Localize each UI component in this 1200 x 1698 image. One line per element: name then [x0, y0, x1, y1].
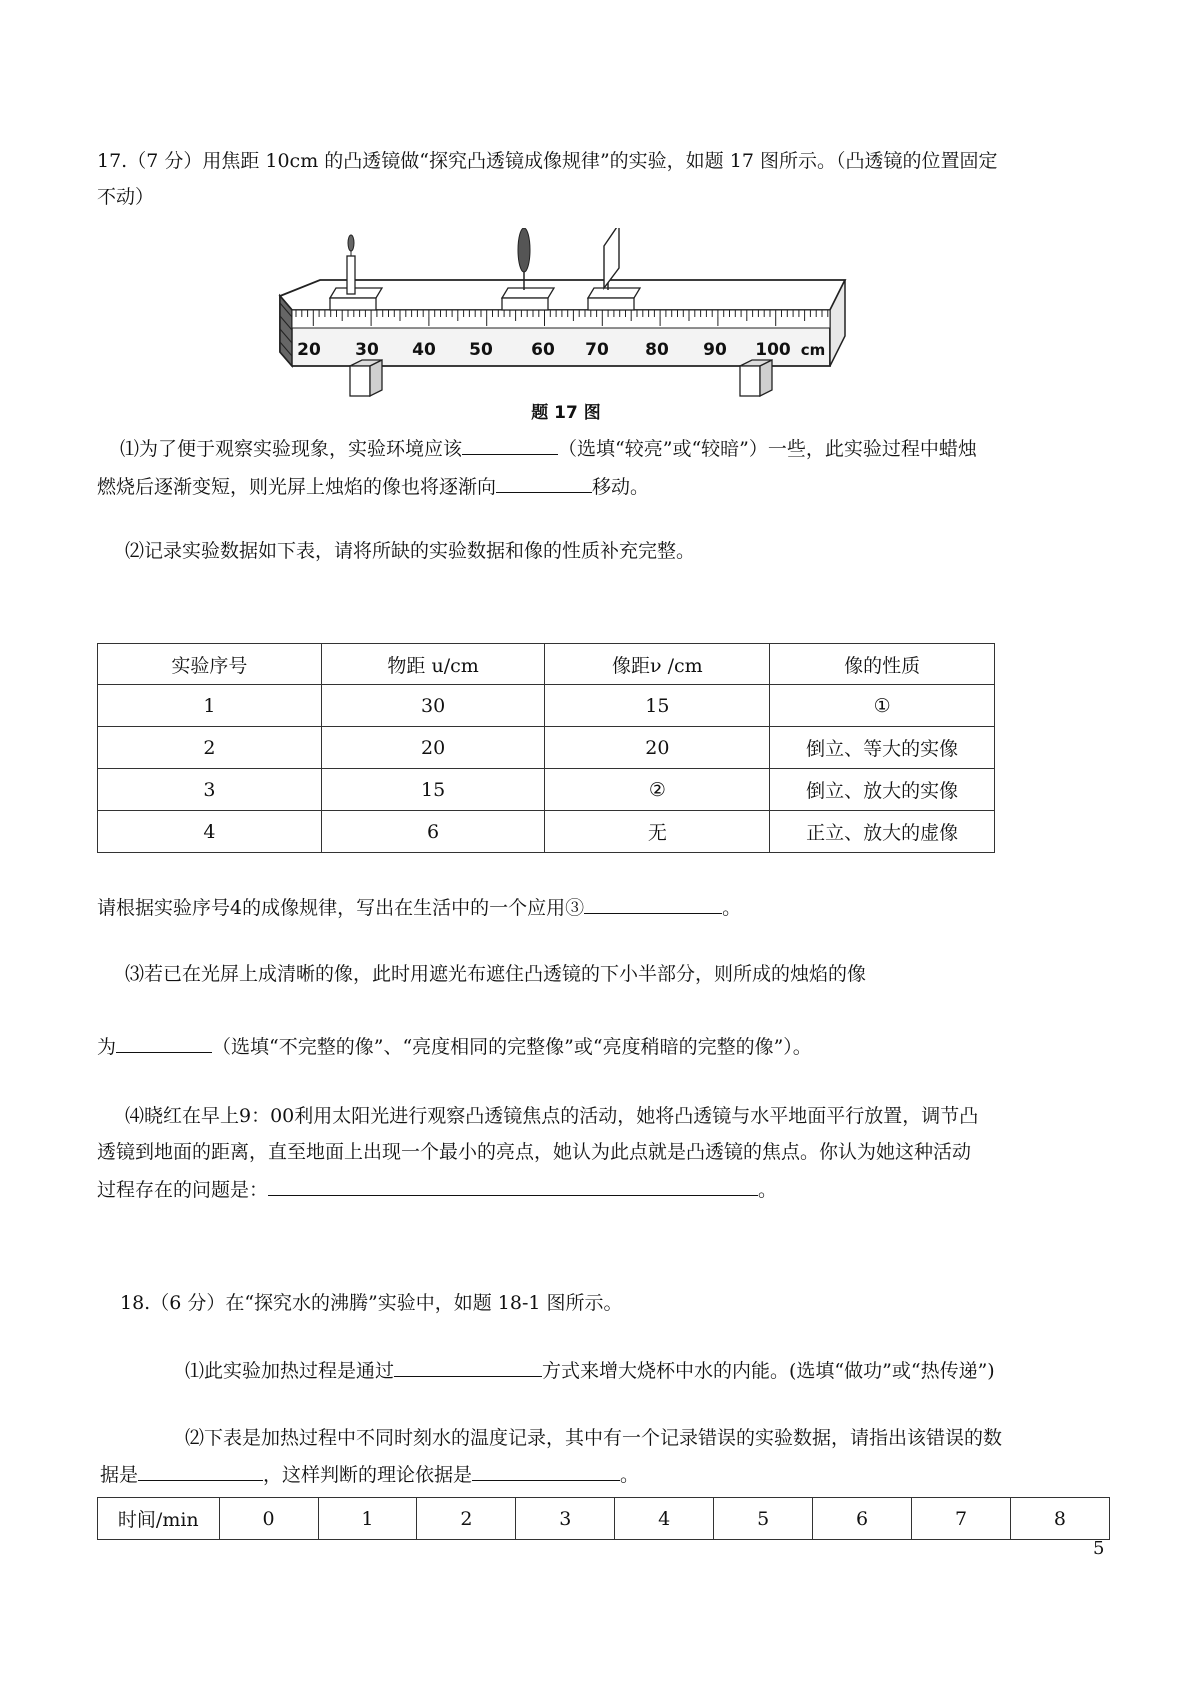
q18-part2-text-c: 。: [620, 1464, 640, 1486]
table-cell: 3: [516, 1498, 615, 1540]
q17-part1-line2: [97, 472, 649, 500]
q18-part2-text-b: ，这样判断的理论依据是: [263, 1464, 473, 1486]
q18-part1-text-b: 方式来增大烧杯中水的内能。(选填“做功”或“热传递”): [542, 1360, 995, 1382]
table-cell: 6: [813, 1498, 912, 1540]
candle: [330, 235, 382, 310]
table-cell: 1: [98, 685, 322, 727]
q17-header-line2: 不动）: [97, 186, 155, 208]
table-row: [98, 685, 995, 727]
q18-part1-text-a: ⑴此实验加热过程是通过: [185, 1360, 395, 1382]
q17-part3-text-a: 为: [97, 1036, 117, 1058]
q17-part3-text-b: （选填“不完整的像”、“亮度相同的完整像”或“亮度稍暗的完整的像”）。: [212, 1036, 812, 1058]
q18-part1: [185, 1356, 995, 1384]
table-cell: 1: [318, 1498, 417, 1540]
q18-part2-line2: [100, 1460, 639, 1488]
table-cell: ①: [770, 685, 995, 727]
q17-part1-text-d: 移动。: [592, 476, 650, 498]
q17-part4-line1: ⑷晓红在早上9：00利用太阳光进行观察凸透镜焦点的活动，她将凸透镜与水平地面平行放置，调节凸: [125, 1105, 979, 1127]
table-cell: 20: [545, 727, 770, 769]
answer-blank-reason[interactable]: [472, 1460, 620, 1481]
q17-part4-line2: 透镜到地面的距离，直至地面上出现一个最小的亮点，她认为此点就是凸透镜的焦点。你认为她这种活动: [97, 1141, 972, 1163]
ruler-label: 70: [585, 340, 609, 360]
table-cell: 6: [321, 811, 545, 853]
answer-blank-method[interactable]: [394, 1356, 542, 1377]
table-cell: 30: [321, 685, 545, 727]
q17-part4-line3: [97, 1175, 777, 1203]
ruler-label: 90: [703, 340, 727, 360]
q17-part3-line2: [97, 1032, 812, 1060]
table-cell: 20: [321, 727, 545, 769]
table-cell: 15: [321, 769, 545, 811]
table-cell: 倒立、等大的实像: [770, 727, 995, 769]
table-cell: 8: [1010, 1498, 1109, 1540]
answer-blank-direction[interactable]: [496, 472, 592, 493]
table-cell: 0: [219, 1498, 318, 1540]
table-cell: 2: [98, 727, 322, 769]
q18-temperature-table: [97, 1497, 1110, 1540]
optical-bench-figure: [270, 228, 930, 428]
table-cell: 5: [714, 1498, 813, 1540]
table-cell: 15: [545, 685, 770, 727]
table-row: [98, 727, 995, 769]
ruler-label: 30: [355, 340, 379, 360]
table-cell: 3: [98, 769, 322, 811]
ruler-unit: cm: [800, 341, 826, 359]
q17-part2-app-end: 。: [722, 897, 742, 919]
table-row: [98, 769, 995, 811]
answer-blank-brightness[interactable]: [462, 434, 558, 455]
bench-leg-left: [350, 360, 382, 396]
q17-part1-text-b: （选填“较亮”或“较暗”）一些，此实验过程中蜡烛: [558, 438, 977, 460]
table-cell: ②: [545, 769, 770, 811]
q18-part2-text-a: 据是: [100, 1464, 139, 1486]
table-cell: 正立、放大的虚像: [770, 811, 995, 853]
q17-part1-line1: [120, 434, 977, 462]
q17-part1-text-c: 燃烧后逐渐变短，则光屏上烛焰的像也将逐渐向: [97, 476, 497, 498]
q17-part4-text-b: 。: [758, 1179, 778, 1201]
ruler-label: 20: [297, 340, 321, 360]
table-cell: 时间/min: [98, 1498, 220, 1540]
table-header-row: [98, 644, 995, 685]
table-cell: 7: [912, 1498, 1011, 1540]
table-cell: 无: [545, 811, 770, 853]
header-cell: 物距 u/cm: [321, 644, 545, 685]
ruler-label: 80: [645, 340, 669, 360]
q17-part3-line1: ⑶若已在光屏上成清晰的像，此时用遮光布遮住凸透镜的下小半部分，则所成的烛焰的像: [125, 963, 867, 985]
convex-lens: [502, 228, 554, 310]
header-cell: 像距ν /cm: [545, 644, 770, 685]
q17-part1-text-a: ⑴为了便于观察实验现象，实验环境应该: [120, 438, 463, 460]
page-number: 5: [1093, 1538, 1105, 1559]
answer-blank-image[interactable]: [116, 1032, 212, 1053]
table-cell: 2: [417, 1498, 516, 1540]
header-cell: 实验序号: [98, 644, 322, 685]
table-cell: 4: [615, 1498, 714, 1540]
answer-blank-wrong-data[interactable]: [138, 1460, 263, 1481]
time-row: [98, 1498, 1110, 1540]
q17-header-line1: 17.（7 分）用焦距 10cm 的凸透镜做“探究凸透镜成像规律”的实验，如题 17 图所示。（凸透镜的位置固定: [97, 150, 998, 172]
answer-blank-problem[interactable]: [268, 1175, 758, 1196]
bench-leg-right: [740, 360, 772, 396]
q17-data-table: [97, 643, 995, 853]
answer-blank-application[interactable]: [584, 893, 722, 914]
header-cell: 像的性质: [770, 644, 995, 685]
ruler-label: 100: [755, 340, 791, 360]
ruler-label: 50: [469, 340, 493, 360]
table-cell: 倒立、放大的实像: [770, 769, 995, 811]
table-row: [98, 811, 995, 853]
q17-part2-application: [97, 893, 741, 921]
q17-part4-text-a: 过程存在的问题是：: [97, 1179, 269, 1201]
ruler-label: 40: [412, 340, 436, 360]
ruler-label: 60: [531, 340, 555, 360]
q17-part2-intro: ⑵记录实验数据如下表，请将所缺的实验数据和像的性质补充完整。: [125, 540, 696, 562]
q17-part2-app-text: 请根据实验序号4的成像规律，写出在生活中的一个应用③: [97, 897, 585, 919]
table-cell: 4: [98, 811, 322, 853]
light-screen: [588, 228, 640, 310]
figure-caption: 题 17 图: [531, 403, 601, 423]
q18-header: 18.（6 分）在“探究水的沸腾”实验中，如题 18-1 图所示。: [120, 1292, 623, 1314]
q18-part2-line1: ⑵下表是加热过程中不同时刻水的温度记录，其中有一个记录错误的实验数据，请指出该错误的数: [185, 1427, 1003, 1449]
